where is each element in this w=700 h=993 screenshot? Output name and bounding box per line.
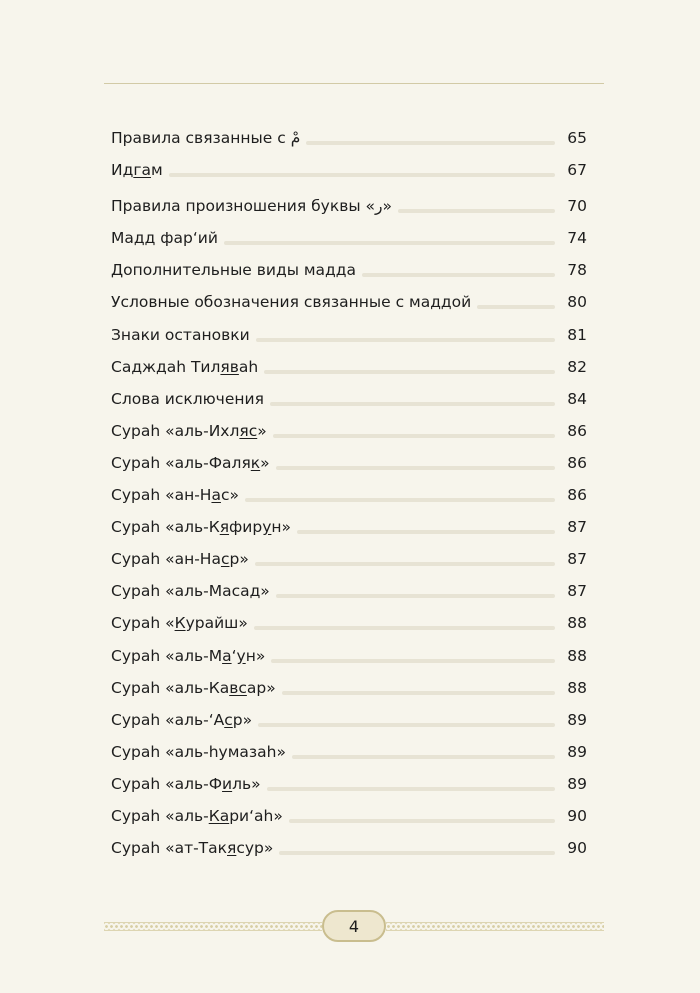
- toc-leader-line: [477, 305, 555, 309]
- toc-entry-title: [111, 228, 218, 248]
- title-text: Сураh «аль-Ихл: [111, 421, 240, 440]
- toc-row: [111, 409, 587, 441]
- toc-page-number: 87: [567, 550, 587, 569]
- toc-entry-title: [111, 196, 392, 216]
- title-text: н»: [245, 646, 266, 665]
- toc-entry-title: [111, 453, 270, 473]
- toc-leader-line: [279, 851, 555, 855]
- toc-row: [111, 730, 587, 762]
- toc-page-number: 88: [567, 614, 587, 633]
- title-text: р»: [232, 710, 253, 729]
- toc-entry-title: [111, 160, 163, 180]
- toc-row: [111, 377, 587, 409]
- title-text: н»: [271, 518, 292, 537]
- toc-page-number: 70: [567, 197, 587, 216]
- title-text: Сураh «ат-Так: [111, 839, 228, 858]
- toc-page-number: 78: [567, 261, 587, 280]
- toc-page-number: 87: [567, 582, 587, 601]
- title-text: ‘: [231, 646, 237, 665]
- title-text: аh: [238, 357, 259, 376]
- toc-row: [111, 826, 587, 858]
- title-text: ر»: [374, 197, 392, 216]
- toc-entry-title: [111, 646, 265, 666]
- underlined-letters: а: [222, 646, 232, 665]
- title-text: р»: [229, 550, 249, 569]
- toc-entry-title: [111, 549, 249, 569]
- toc-page-number: 89: [567, 742, 587, 761]
- toc-row: [111, 633, 587, 665]
- toc-page-number: 86: [567, 486, 587, 505]
- underlined-letters: Ка: [208, 806, 230, 825]
- title-text: Сураh «аль-: [111, 806, 209, 825]
- toc-row: [111, 698, 587, 730]
- toc-entry-title: [111, 421, 267, 441]
- table-of-contents: [111, 116, 587, 858]
- title-text: Сураh «ан-На: [111, 550, 221, 569]
- toc-row: [111, 148, 587, 180]
- toc-entry-title: [111, 260, 356, 280]
- underlined-letters: К: [174, 614, 186, 633]
- toc-entry-title: [111, 838, 273, 858]
- toc-entry-title: [111, 357, 258, 377]
- toc-row: [111, 441, 587, 473]
- title-text: Сураh «аль-‘А: [111, 710, 225, 729]
- title-text: урайш»: [185, 614, 248, 633]
- toc-leader-line: [254, 626, 555, 630]
- toc-page-number: 67: [567, 161, 587, 180]
- toc-entry-title: [111, 678, 276, 698]
- toc-page-number: 80: [567, 293, 587, 312]
- toc-row: [111, 601, 587, 633]
- toc-row: [111, 280, 587, 312]
- toc-page-number: 87: [567, 518, 587, 537]
- title-text: фир: [229, 518, 263, 537]
- title-text: ри‘аh»: [229, 806, 283, 825]
- underlined-letters: яв: [220, 357, 239, 376]
- page-number-badge: [322, 910, 386, 942]
- title-text: Дополнительные виды мадда: [111, 261, 356, 280]
- toc-row: [111, 180, 587, 216]
- title-text: сур»: [236, 839, 274, 858]
- title-text: »: [257, 421, 267, 440]
- title-text: Сураh «ан-Н: [111, 486, 212, 505]
- toc-leader-line: [255, 562, 555, 566]
- toc-entry-title: [111, 806, 283, 826]
- toc-row: [111, 537, 587, 569]
- title-text: مْ: [290, 129, 301, 148]
- title-text: Садждаh Тил: [111, 357, 221, 376]
- toc-row: [111, 762, 587, 794]
- page-number: 4: [348, 916, 360, 936]
- underlined-letters: яс: [239, 421, 258, 440]
- underlined-letters: с: [224, 710, 233, 729]
- toc-leader-line: [224, 241, 555, 245]
- toc-leader-line: [258, 723, 555, 727]
- toc-row: [111, 473, 587, 505]
- toc-page-number: 86: [567, 421, 587, 440]
- title-text: Правила связанные с: [111, 129, 291, 148]
- toc-row: [111, 345, 587, 377]
- toc-page-number: 86: [567, 453, 587, 472]
- toc-row: [111, 248, 587, 280]
- underlined-letters: у: [262, 518, 272, 537]
- title-text: Сураh «аль-Масад»: [111, 582, 270, 601]
- toc-leader-line: [292, 755, 555, 759]
- header-rule: [104, 83, 604, 84]
- toc-entry-title: [111, 742, 286, 762]
- toc-entry-title: [111, 710, 252, 730]
- toc-row: [111, 505, 587, 537]
- toc-leader-line: [267, 787, 555, 791]
- toc-leader-line: [256, 338, 555, 342]
- toc-entry-title: [111, 485, 239, 505]
- underlined-letters: с: [220, 550, 230, 569]
- toc-leader-line: [306, 141, 555, 145]
- title-text: Мадд фар‘ий: [111, 229, 218, 248]
- page-footer: [0, 908, 700, 944]
- toc-entry-title: [111, 517, 291, 537]
- toc-leader-line: [264, 370, 555, 374]
- underlined-letters: у: [236, 646, 246, 665]
- toc-row: [111, 312, 587, 344]
- toc-leader-line: [276, 594, 555, 598]
- title-text: Сураh «аль-Ф: [111, 774, 223, 793]
- toc-page-number: 88: [567, 646, 587, 665]
- title-text: Сураh «аль-Ка: [111, 678, 230, 697]
- title-text: Сураh «аль-hумазаh»: [111, 742, 286, 761]
- underlined-letters: я: [219, 518, 230, 537]
- toc-entry-title: [111, 774, 261, 794]
- underlined-letters: и: [222, 774, 233, 793]
- toc-leader-line: [289, 819, 555, 823]
- toc-entry-title: [111, 581, 270, 601]
- toc-entry-title: [111, 325, 250, 345]
- toc-page-number: 90: [567, 806, 587, 825]
- underlined-letters: га: [133, 161, 151, 180]
- title-text: Сураh «аль-М: [111, 646, 223, 665]
- underlined-letters: а: [211, 486, 221, 505]
- toc-page-number: 89: [567, 710, 587, 729]
- title-text: Сураh «: [111, 614, 175, 633]
- toc-leader-line: [282, 691, 555, 695]
- toc-page-number: 90: [567, 839, 587, 858]
- footer-ornament-left: [104, 922, 322, 931]
- title-text: Сураh «аль-Фаля: [111, 453, 251, 472]
- toc-page-number: 88: [567, 678, 587, 697]
- title-text: ль»: [232, 774, 261, 793]
- toc-row: [111, 569, 587, 601]
- toc-row: [111, 216, 587, 248]
- toc-page-number: 65: [567, 129, 587, 148]
- title-text: с»: [220, 486, 239, 505]
- underlined-letters: к: [250, 453, 261, 472]
- title-text: »: [260, 453, 270, 472]
- title-text: Условные обозначения связанные с маддой: [111, 293, 472, 312]
- toc-row: [111, 794, 587, 826]
- toc-leader-line: [270, 402, 555, 406]
- toc-entry-title: [111, 613, 248, 633]
- toc-page-number: 84: [567, 389, 587, 408]
- underlined-letters: я: [227, 839, 237, 858]
- toc-page-number: 74: [567, 229, 587, 248]
- title-text: ар»: [246, 678, 276, 697]
- toc-leader-line: [271, 659, 555, 663]
- toc-leader-line: [362, 273, 555, 277]
- title-text: Правила произношения буквы «: [111, 197, 375, 216]
- toc-entry-title: [111, 128, 300, 148]
- footer-ornament-right: [386, 922, 604, 931]
- toc-entry-title: [111, 292, 471, 312]
- toc-row: [111, 116, 587, 148]
- title-text: м: [150, 161, 163, 180]
- toc-leader-line: [169, 173, 555, 177]
- underlined-letters: вс: [229, 678, 247, 697]
- title-text: Слова исключения: [111, 389, 264, 408]
- toc-leader-line: [398, 209, 555, 213]
- title-text: Знаки остановки: [111, 325, 250, 344]
- toc-leader-line: [276, 466, 555, 470]
- toc-page-number: 89: [567, 774, 587, 793]
- toc-page-number: 82: [567, 357, 587, 376]
- toc-page-number: 81: [567, 325, 587, 344]
- toc-leader-line: [273, 434, 555, 438]
- toc-row: [111, 666, 587, 698]
- toc-leader-line: [245, 498, 555, 502]
- title-text: Сураh «аль-К: [111, 518, 220, 537]
- toc-entry-title: [111, 389, 264, 409]
- title-text: Ид: [111, 161, 134, 180]
- toc-leader-line: [297, 530, 555, 534]
